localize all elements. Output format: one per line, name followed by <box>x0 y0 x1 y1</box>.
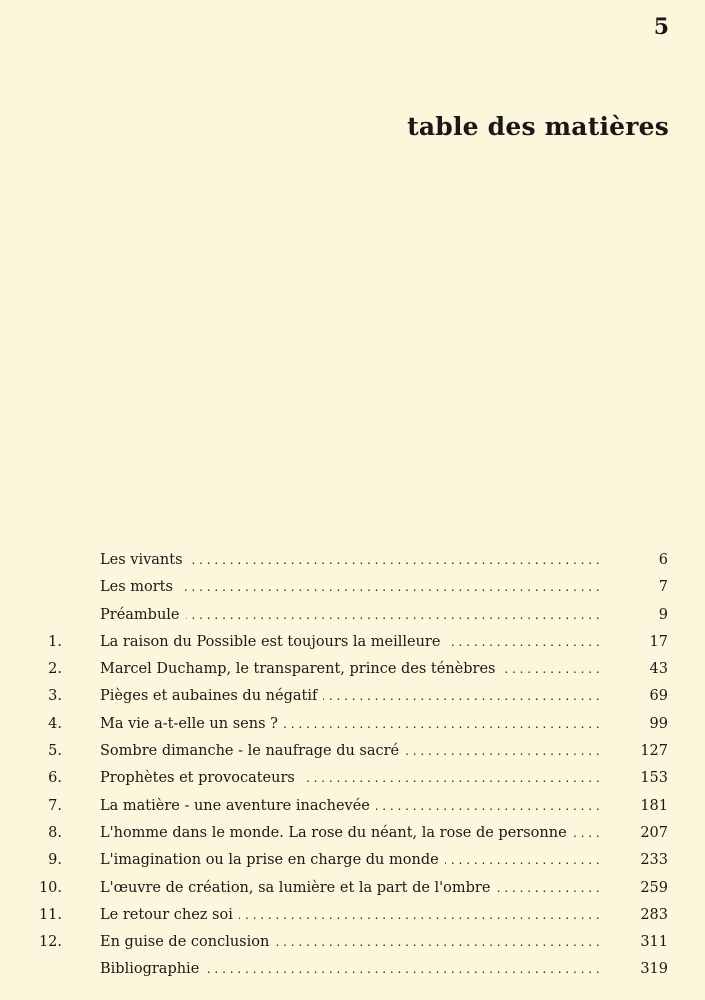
toc-entry-leader <box>100 656 604 683</box>
toc-entry-number: 2. <box>48 661 62 678</box>
toc-entry <box>0 683 705 710</box>
toc-title: table des matières <box>407 112 669 141</box>
toc-entry-page: 69 <box>649 688 668 705</box>
toc-entry-number: 5. <box>48 743 62 760</box>
toc-entry-title: Marcel Duchamp, le transparent, prince des ténèbres <box>100 661 502 677</box>
toc-entry-page: 319 <box>640 961 668 978</box>
toc-entry-number: 1. <box>48 633 62 650</box>
toc-entry-page: 43 <box>649 661 668 678</box>
toc-entry-title: Les vivants <box>100 552 189 568</box>
toc-list <box>0 547 705 984</box>
toc-entry <box>0 711 705 738</box>
toc-entry <box>0 956 705 983</box>
toc-entry-title: Sombre dimanche - le naufrage du sacré <box>100 743 405 759</box>
toc-entry-title: La raison du Possible est toujours la meilleure <box>100 634 446 650</box>
toc-entry-title: Prophètes et provocateurs <box>100 770 301 786</box>
toc-entry-leader <box>100 847 604 874</box>
toc-entry-leader <box>100 738 604 765</box>
toc-entry-number: 3. <box>48 688 62 705</box>
toc-entry <box>0 902 705 929</box>
toc-entry-page: 283 <box>640 906 668 923</box>
toc-entry <box>0 574 705 601</box>
toc-entry-page: 9 <box>658 606 668 623</box>
toc-entry-page: 181 <box>640 797 668 814</box>
toc-entry-title: Pièges et aubaines du négatif <box>100 688 323 704</box>
toc-entry-page: 127 <box>640 743 668 760</box>
toc-entry-number: 7. <box>48 797 62 814</box>
toc-entry <box>0 656 705 683</box>
toc-entry-page: 17 <box>649 633 668 650</box>
toc-entry <box>0 547 705 574</box>
toc-entry-leader <box>100 547 604 574</box>
toc-entry-page: 259 <box>640 879 668 896</box>
toc-entry-number: 4. <box>48 715 62 732</box>
toc-entry-leader <box>100 956 604 983</box>
toc-entry-leader <box>100 711 604 738</box>
toc-entry-title: Ma vie a-t-elle un sens ? <box>100 716 284 732</box>
toc-entry-title: L'œuvre de création, sa lumière et la part de l'ombre <box>100 880 496 896</box>
toc-entry-number: 6. <box>48 770 62 787</box>
toc-entry <box>0 738 705 765</box>
toc-entry-page: 7 <box>658 579 668 596</box>
toc-entry <box>0 765 705 792</box>
toc-entry-number: 8. <box>48 824 62 841</box>
toc-entry-leader <box>100 820 604 847</box>
toc-entry-leader <box>100 765 604 792</box>
toc-entry-page: 153 <box>640 770 668 787</box>
page-number: 5 <box>653 14 669 40</box>
toc-entry-leader <box>100 793 604 820</box>
toc-entry-page: 311 <box>640 934 668 951</box>
toc-entry <box>0 929 705 956</box>
toc-entry-leader <box>100 602 604 629</box>
toc-entry-title: La matière - une aventure inachevée <box>100 798 376 814</box>
toc-entry-title: L'homme dans le monde. La rose du néant, la rose de personne <box>100 825 573 841</box>
toc-entry-leader <box>100 902 604 929</box>
toc-entry-leader <box>100 929 604 956</box>
toc-entry-number: 12. <box>38 934 62 951</box>
toc-entry-title: Préambule <box>100 607 186 623</box>
toc-entry-page: 207 <box>640 824 668 841</box>
toc-entry-leader <box>100 683 604 710</box>
toc-entry-title: Le retour chez soi <box>100 907 239 923</box>
toc-entry-leader <box>100 574 604 601</box>
toc-entry-leader <box>100 629 604 656</box>
toc-entry-title: Les morts <box>100 579 179 595</box>
toc-entry-number: 9. <box>48 852 62 869</box>
toc-entry-page: 6 <box>658 552 668 568</box>
toc-entry <box>0 875 705 902</box>
toc-entry-page: 233 <box>640 852 668 869</box>
toc-entry-title: En guise de conclusion <box>100 934 275 950</box>
toc-entry-number: 11. <box>38 906 62 923</box>
toc-entry-title: L'imagination ou la prise en charge du monde <box>100 852 445 868</box>
toc-entry <box>0 820 705 847</box>
toc-entry <box>0 793 705 820</box>
toc-entry-number: 10. <box>38 879 62 896</box>
toc-entry <box>0 847 705 874</box>
toc-entry-page: 99 <box>649 715 668 732</box>
toc-entry <box>0 602 705 629</box>
toc-entry-leader <box>100 875 604 902</box>
toc-entry-title: Bibliographie <box>100 961 205 977</box>
toc-entry <box>0 629 705 656</box>
